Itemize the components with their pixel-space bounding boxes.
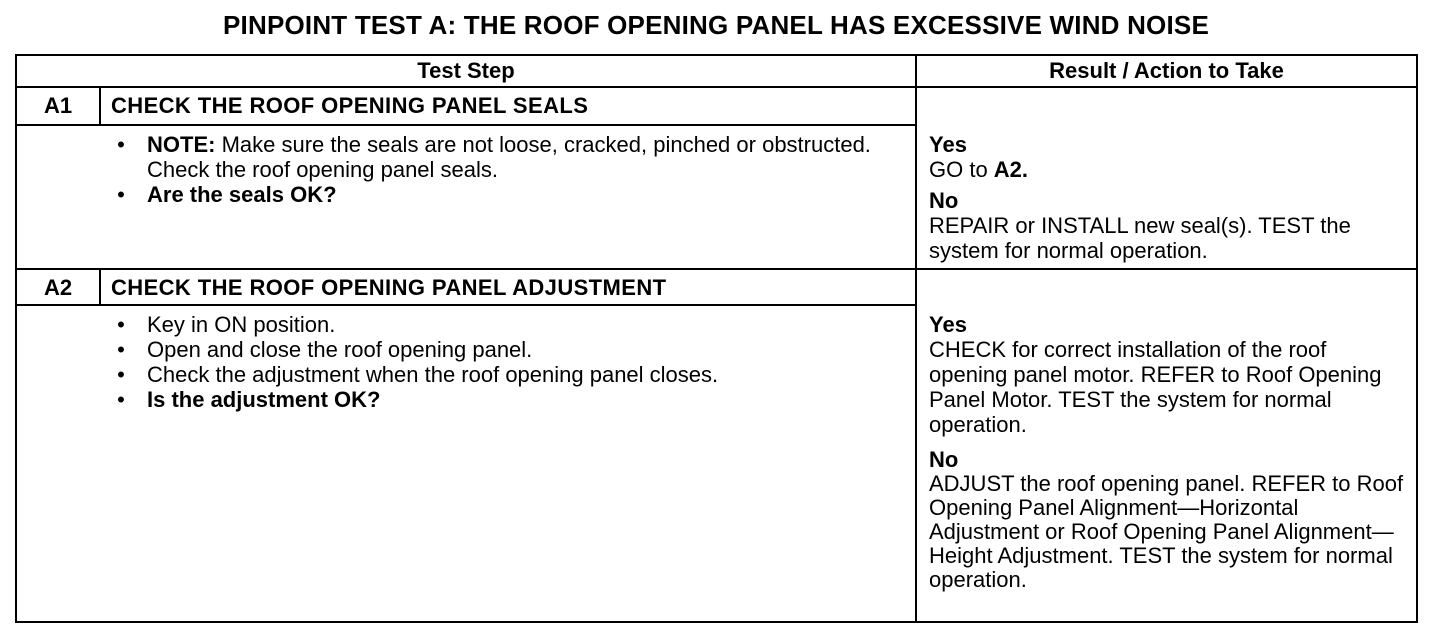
result-yes-label: Yes xyxy=(929,132,967,157)
result-yes-action: GO to xyxy=(929,157,994,182)
step-a1-title: CHECK THE ROOF OPENING PANEL SEALS xyxy=(111,93,589,118)
instruction-text: Key in ON position. xyxy=(147,312,336,337)
list-item xyxy=(111,387,871,412)
result-no-label: No xyxy=(929,188,959,213)
bullet-icon: • xyxy=(117,387,125,412)
pinpoint-test-table xyxy=(15,54,1418,623)
step-a1-instructions xyxy=(111,132,871,207)
a1-id-divider xyxy=(99,86,101,126)
list-item xyxy=(111,312,871,337)
result-yes-text: CHECK for correct installation of the roof opening panel motor. REFER to Roof Opening Panel Motor. TEST the system for normal operation. xyxy=(929,337,1382,437)
bullet-icon: • xyxy=(117,182,125,207)
header-result-action: Result / Action to Take xyxy=(1049,58,1284,83)
question-text: Is the adjustment OK? xyxy=(147,387,381,412)
list-item xyxy=(111,182,871,207)
step-a1-id: A1 xyxy=(43,93,73,118)
result-no-label: No xyxy=(929,447,959,472)
a1-title-divider xyxy=(17,124,915,126)
header-divider xyxy=(17,86,1416,88)
note-text: Make sure the seals are not loose, cracked, pinched or obstructed. xyxy=(215,132,871,157)
bullet-icon: • xyxy=(117,337,125,362)
note-label: NOTE: xyxy=(147,132,216,157)
list-item xyxy=(111,337,871,362)
step-a2-results xyxy=(929,312,1407,598)
bullet-icon: • xyxy=(117,362,125,387)
bullet-icon: • xyxy=(117,132,125,157)
result-yes xyxy=(929,312,1407,437)
a2-id-divider xyxy=(99,268,101,306)
instruction-text: Check the roof opening panel seals. xyxy=(147,157,499,182)
goto-step-link: A2. xyxy=(993,157,1029,182)
list-item xyxy=(111,362,871,387)
document-title: PINPOINT TEST A: THE ROOF OPENING PANEL HAS EXCESSIVE WIND NOISE xyxy=(223,10,1209,40)
step-a2-id: A2 xyxy=(43,275,73,300)
instruction-text: Check the adjustment when the roof opening panel closes. xyxy=(147,362,719,387)
result-no xyxy=(929,447,1407,592)
question-text: Are the seals OK? xyxy=(147,182,337,207)
result-yes xyxy=(929,132,1407,182)
step-a2-instructions xyxy=(111,312,871,412)
column-divider xyxy=(915,56,917,621)
step-a2-title: CHECK THE ROOF OPENING PANEL ADJUSTMENT xyxy=(111,275,667,300)
result-no xyxy=(929,188,1407,263)
bullet-icon: • xyxy=(117,312,125,337)
result-yes-text xyxy=(929,157,1407,182)
step-a1-results xyxy=(929,132,1407,269)
a2-title-divider xyxy=(17,304,915,306)
result-no-text: ADJUST the roof opening panel. REFER to Roof Opening Panel Alignment—Horizontal Adjustment or Roof Opening Panel Alignment—Height Adjustment. TEST the system for normal operation. xyxy=(929,471,1404,592)
list-item xyxy=(111,132,871,182)
header-test-step: Test Step xyxy=(417,58,515,83)
result-no-text: REPAIR or INSTALL new seal(s). TEST the system for normal operation. xyxy=(929,213,1351,263)
instruction-text: Open and close the roof opening panel. xyxy=(147,337,533,362)
result-yes-label: Yes xyxy=(929,312,967,337)
